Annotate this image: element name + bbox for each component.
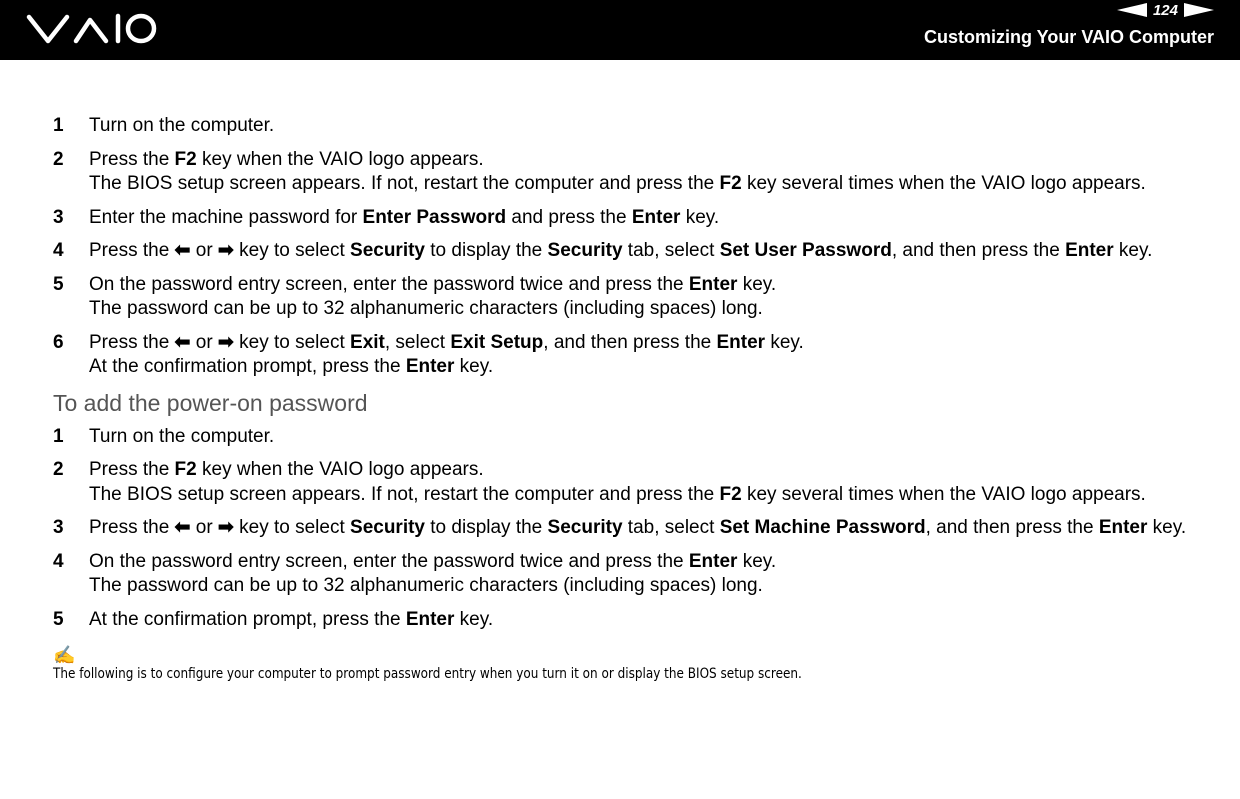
step-number: 3: [53, 206, 64, 228]
bold-term: Security: [350, 240, 425, 261]
text: key when the VAIO logo appears.: [196, 148, 484, 170]
text: Press the: [89, 517, 175, 538]
list-item: [53, 239, 1203, 264]
text: Turn on the computer.: [89, 115, 275, 136]
page-content: [53, 114, 1203, 684]
bold-term: F2: [719, 173, 742, 194]
text: key.: [680, 206, 720, 228]
note-pen-icon: ✍: [53, 645, 76, 665]
section-title: Customizing Your VAIO Computer: [923, 27, 1214, 47]
step-text: [89, 274, 776, 320]
note-text: The following is to configure your computer to prompt password entry when you turn it on or display the BIOS setup screen.: [53, 666, 802, 682]
list-item: [53, 425, 1203, 450]
step-number: 4: [53, 240, 64, 261]
step-list-user-password: [53, 114, 1203, 380]
text: , select: [384, 331, 451, 353]
text: Press the: [89, 331, 175, 353]
text: The BIOS setup screen appears. If not, restart the computer and press the: [89, 173, 720, 194]
step-text: [89, 207, 719, 228]
bold-term: Enter: [716, 331, 766, 353]
subheading: To add the power-on password: [53, 389, 368, 416]
text: key to select: [233, 240, 351, 261]
note: [53, 646, 1203, 684]
step-text: [89, 240, 1152, 261]
step-text: [89, 115, 274, 136]
step-number: 3: [53, 517, 64, 538]
text: or: [190, 331, 218, 353]
left-arrow-key-icon: ⬅: [174, 331, 191, 353]
text: key.: [765, 331, 804, 353]
bold-term: Enter: [1065, 240, 1114, 261]
text: key.: [454, 608, 494, 630]
bold-term: Enter Password: [362, 206, 507, 228]
text: key several times when the VAIO logo appears.: [741, 483, 1146, 505]
text: tab, select: [622, 240, 720, 261]
bold-term: Security: [547, 517, 623, 538]
text: or: [190, 517, 218, 538]
page-navigation: [1117, 0, 1214, 20]
text: The password can be up to 32 alphanumeric characters (including spaces) long.: [89, 298, 763, 319]
text: Turn on the computer.: [89, 425, 275, 447]
text: key to select: [233, 331, 351, 353]
text: to display the: [425, 517, 548, 538]
text: key.: [737, 550, 777, 572]
step-text: [89, 609, 493, 630]
step-text: [89, 332, 804, 378]
text: The BIOS setup screen appears. If not, restart the computer and press the: [89, 483, 720, 505]
text: key.: [454, 356, 494, 377]
text: key.: [737, 273, 777, 295]
text: to display the: [425, 240, 548, 261]
bold-term: Exit: [350, 331, 385, 353]
list-item: [53, 148, 1203, 197]
text: key.: [1147, 517, 1187, 538]
step-number: 2: [53, 459, 64, 480]
bold-term: F2: [719, 483, 742, 505]
step-number: 5: [53, 273, 64, 295]
bold-term: F2: [174, 148, 197, 170]
text: Press the: [89, 148, 175, 170]
step-number: 6: [53, 331, 64, 353]
text: The password can be up to 32 alphanumeric characters (including spaces) long.: [89, 575, 763, 596]
vaio-logo: [26, 8, 158, 48]
step-number: 4: [53, 550, 64, 572]
text: key when the VAIO logo appears.: [196, 459, 484, 480]
bold-term: Security: [350, 517, 425, 538]
list-item: [53, 206, 1203, 231]
bold-term: Exit Setup: [450, 331, 544, 353]
step-text: [89, 426, 274, 447]
list-item: [53, 331, 1203, 380]
previous-page-icon[interactable]: [1117, 3, 1147, 17]
text: At the confirmation prompt, press the: [89, 608, 406, 630]
text: Press the: [89, 240, 175, 261]
step-list-power-on-password: [53, 425, 1203, 633]
page-header: [0, 0, 1240, 60]
bold-term: F2: [174, 459, 197, 480]
text: tab, select: [622, 517, 720, 538]
step-text: [89, 517, 1186, 538]
right-arrow-key-icon: ➡: [217, 240, 234, 261]
text: On the password entry screen, enter the password twice and press the: [89, 550, 689, 572]
page-number: 124: [1152, 1, 1178, 19]
step-number: 1: [53, 115, 64, 136]
list-item: [53, 458, 1203, 507]
bold-term: Enter: [688, 273, 738, 295]
step-number: 5: [53, 608, 64, 630]
left-arrow-key-icon: ⬅: [174, 517, 191, 538]
bold-term: Enter: [688, 550, 738, 572]
text: Enter the machine password for: [89, 206, 363, 228]
right-arrow-key-icon: ➡: [217, 331, 234, 353]
text: or: [190, 240, 218, 261]
list-item: [53, 516, 1203, 541]
text: On the password entry screen, enter the password twice and press the: [89, 273, 689, 295]
text: , and then press the: [543, 331, 717, 353]
list-item: [53, 608, 1203, 633]
text: and press the: [506, 206, 632, 228]
bold-term: Enter: [405, 608, 455, 630]
step-text: [89, 149, 1146, 195]
list-item: [53, 273, 1203, 322]
bold-term: Security: [547, 240, 623, 261]
text: , and then press the: [891, 240, 1066, 261]
bold-term: Enter: [631, 206, 681, 228]
text: Press the: [89, 459, 175, 480]
step-number: 1: [53, 425, 64, 447]
bold-term: Enter: [1098, 517, 1148, 538]
text: key to select: [233, 517, 351, 538]
step-number: 2: [53, 148, 64, 170]
text: key.: [1113, 240, 1153, 261]
text: key several times when the VAIO logo appears.: [741, 173, 1146, 194]
next-page-icon[interactable]: [1184, 3, 1214, 17]
bold-term: Set Machine Password: [719, 517, 926, 538]
bold-term: Enter: [405, 356, 455, 377]
text: At the confirmation prompt, press the: [89, 356, 406, 377]
text: , and then press the: [925, 517, 1099, 538]
bold-term: Set User Password: [719, 240, 892, 261]
list-item: [53, 114, 1203, 139]
left-arrow-key-icon: ⬅: [174, 240, 191, 261]
step-text: [89, 551, 776, 597]
list-item: [53, 550, 1203, 599]
right-arrow-key-icon: ➡: [217, 517, 234, 538]
step-text: [89, 459, 1146, 505]
